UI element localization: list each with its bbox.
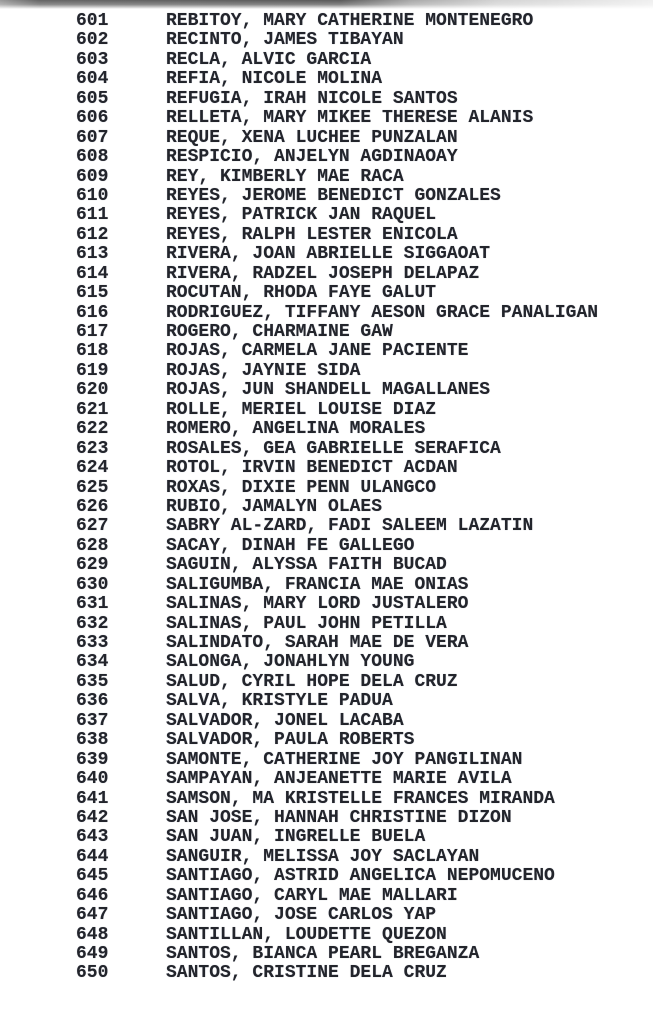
row-name: REYES, JEROME BENEDICT GONZALES [166, 186, 501, 206]
list-row [0, 479, 653, 498]
list-row [0, 692, 653, 711]
list-row [0, 342, 653, 361]
list-row [0, 790, 653, 809]
row-name: SAGUIN, ALYSSA FAITH BUCAD [166, 556, 447, 576]
row-name: RECLA, ALVIC GARCIA [166, 50, 372, 70]
row-number: 629 [76, 555, 109, 576]
list-row [0, 653, 653, 672]
row-name: SALINAS, MARY LORD JUSTALERO [166, 595, 469, 615]
list-row [0, 90, 653, 109]
row-name: RELLETA, MARY MIKEE THERESE ALANIS [166, 109, 534, 129]
row-number: 635 [76, 671, 109, 692]
row-number: 644 [76, 846, 109, 867]
row-name: SANGUIR, MELISSA JOY SACLAYAN [166, 847, 480, 867]
row-number: 618 [76, 341, 109, 362]
page-top-edge-shadow [0, 0, 653, 9]
list-row [0, 964, 653, 983]
list-row [0, 673, 653, 692]
row-number: 631 [76, 594, 109, 615]
list-row [0, 187, 653, 206]
row-number: 601 [76, 11, 109, 31]
row-name: SALVADOR, PAULA ROBERTS [166, 731, 415, 751]
row-number: 648 [76, 924, 109, 945]
list-row [0, 12, 653, 31]
row-name: SAN JOSE, HANNAH CHRISTINE DIZON [166, 808, 512, 828]
row-name: SALVADOR, JONEL LACABA [166, 711, 404, 731]
list-row [0, 867, 653, 886]
list-row [0, 809, 653, 828]
row-name: SANTILLAN, LOUDETTE QUEZON [166, 925, 447, 945]
row-number: 630 [76, 574, 109, 595]
row-number: 605 [76, 88, 109, 109]
row-name: SAMONTE, CATHERINE JOY PANGILINAN [166, 750, 523, 770]
list-row [0, 595, 653, 614]
list-row [0, 362, 653, 381]
row-name: SALONGA, JONAHLYN YOUNG [166, 653, 415, 673]
row-number: 632 [76, 613, 109, 634]
list-row [0, 440, 653, 459]
list-row [0, 70, 653, 89]
row-number: 627 [76, 516, 109, 537]
row-name: SALINAS, PAUL JOHN PETILLA [166, 614, 447, 634]
row-name: REYES, RALPH LESTER ENICOLA [166, 225, 458, 245]
row-name: SAMSON, MA KRISTELLE FRANCES MIRANDA [166, 789, 555, 809]
row-name: REFUGIA, IRAH NICOLE SANTOS [166, 89, 458, 109]
row-number: 624 [76, 458, 109, 479]
row-number: 636 [76, 691, 109, 712]
list-row [0, 926, 653, 945]
list-row [0, 906, 653, 925]
row-name: ROLLE, MERIEL LOUISE DIAZ [166, 400, 437, 420]
row-name: SAN JUAN, INGRELLE BUELA [166, 828, 426, 848]
list-row [0, 848, 653, 867]
list-row [0, 459, 653, 478]
row-number: 623 [76, 438, 109, 459]
row-number: 614 [76, 263, 109, 284]
row-number: 628 [76, 535, 109, 556]
row-name: ROCUTAN, RHODA FAYE GALUT [166, 284, 437, 304]
row-name: RODRIGUEZ, TIFFANY AESON GRACE PANALIGAN [166, 303, 599, 323]
row-name: SANTOS, CRISTINE DELA CRUZ [166, 964, 447, 984]
row-name: REQUE, XENA LUCHEE PUNZALAN [166, 128, 458, 148]
row-number: 613 [76, 244, 109, 265]
row-name: REY, KIMBERLY MAE RACA [166, 167, 404, 187]
row-number: 603 [76, 49, 109, 70]
row-number: 646 [76, 885, 109, 906]
row-number: 650 [76, 963, 109, 984]
row-number: 639 [76, 749, 109, 770]
examinee-name-list [0, 12, 653, 984]
list-row [0, 206, 653, 225]
row-name: ROJAS, JAYNIE SIDA [166, 361, 361, 381]
row-name: REBITOY, MARY CATHERINE MONTENEGRO [166, 12, 534, 31]
row-number: 617 [76, 322, 109, 342]
row-number: 609 [76, 166, 109, 187]
row-number: 645 [76, 866, 109, 887]
list-row [0, 634, 653, 653]
list-row [0, 576, 653, 595]
list-row [0, 556, 653, 575]
list-row [0, 284, 653, 303]
row-name: SALINDATO, SARAH MAE DE VERA [166, 634, 469, 653]
row-name: RESPICIO, ANJELYN AGDINAOAY [166, 148, 458, 168]
list-row [0, 51, 653, 70]
row-number: 634 [76, 652, 109, 673]
row-name: SABRY AL-ZARD, FADI SALEEM LAZATIN [166, 517, 534, 537]
list-row [0, 751, 653, 770]
row-number: 608 [76, 147, 109, 168]
row-number: 637 [76, 710, 109, 731]
row-name: SALVA, KRISTYLE PADUA [166, 692, 393, 712]
row-number: 615 [76, 283, 109, 304]
row-number: 640 [76, 769, 109, 790]
row-name: REFIA, NICOLE MOLINA [166, 70, 383, 90]
list-row [0, 226, 653, 245]
list-row [0, 168, 653, 187]
row-name: REYES, PATRICK JAN RAQUEL [166, 206, 437, 226]
row-name: SACAY, DINAH FE GALLEGO [166, 536, 415, 556]
list-row [0, 245, 653, 264]
row-name: ROGERO, CHARMAINE GAW [166, 323, 393, 342]
list-row [0, 615, 653, 634]
row-name: SALUD, CYRIL HOPE DELA CRUZ [166, 672, 458, 692]
row-name: RIVERA, RADZEL JOSEPH DELAPAZ [166, 264, 480, 284]
row-name: SANTIAGO, JOSE CARLOS YAP [166, 906, 437, 926]
list-row [0, 129, 653, 148]
list-row [0, 265, 653, 284]
row-number: 619 [76, 360, 109, 381]
row-name: RUBIO, JAMALYN OLAES [166, 497, 383, 517]
row-name: ROMERO, ANGELINA MORALES [166, 420, 426, 440]
list-row [0, 401, 653, 420]
list-row [0, 304, 653, 323]
row-name: ROXAS, DIXIE PENN ULANGCO [166, 478, 437, 498]
row-number: 647 [76, 905, 109, 926]
row-name: SANTIAGO, CARYL MAE MALLARI [166, 886, 458, 906]
row-number: 620 [76, 380, 109, 401]
list-row [0, 31, 653, 50]
row-number: 606 [76, 108, 109, 129]
list-row [0, 498, 653, 517]
row-number: 602 [76, 30, 109, 51]
row-number: 638 [76, 730, 109, 751]
row-name: SALIGUMBA, FRANCIA MAE OÑIAS [166, 575, 469, 595]
row-number: 612 [76, 224, 109, 245]
list-row [0, 887, 653, 906]
row-number: 643 [76, 827, 109, 848]
row-number: 642 [76, 807, 109, 828]
row-number: 616 [76, 302, 109, 323]
row-name: ROJAS, CARMELA JANE PACIENTE [166, 342, 469, 362]
row-number: 610 [76, 185, 109, 206]
row-number: 649 [76, 944, 109, 964]
row-name: SANTOS, BIANCA PEARL BREGANZA [166, 945, 480, 964]
row-number: 622 [76, 419, 109, 440]
row-number: 626 [76, 496, 109, 517]
row-number: 633 [76, 633, 109, 653]
row-number: 607 [76, 127, 109, 148]
list-row [0, 731, 653, 750]
row-number: 611 [76, 205, 109, 226]
list-row [0, 381, 653, 400]
row-number: 621 [76, 399, 109, 420]
row-name: ROJAS, JUN SHANDELL MAGALLANES [166, 381, 491, 401]
row-number: 604 [76, 69, 109, 90]
row-name: ROSALES, GEA GABRIELLE SERAFICA [166, 439, 501, 459]
row-number: 625 [76, 477, 109, 498]
list-row [0, 828, 653, 847]
row-name: SANTIAGO, ASTRID ANGELICA NEPOMUCENO [166, 867, 555, 887]
list-row [0, 109, 653, 128]
list-row [0, 323, 653, 342]
list-row [0, 517, 653, 536]
list-row [0, 712, 653, 731]
list-row [0, 945, 653, 964]
list-row [0, 148, 653, 167]
list-row [0, 770, 653, 789]
row-name: ROTOL, IRVIN BENEDICT ACDAN [166, 459, 458, 479]
row-number: 641 [76, 788, 109, 809]
row-name: RIVERA, JOAN ABRIELLE SIGGAOAT [166, 245, 491, 265]
list-row [0, 537, 653, 556]
row-name: SAMPAYAN, ANJEANETTE MARIE AVILA [166, 770, 512, 790]
list-row [0, 420, 653, 439]
row-name: RECINTO, JAMES TIBAYAN [166, 31, 404, 51]
